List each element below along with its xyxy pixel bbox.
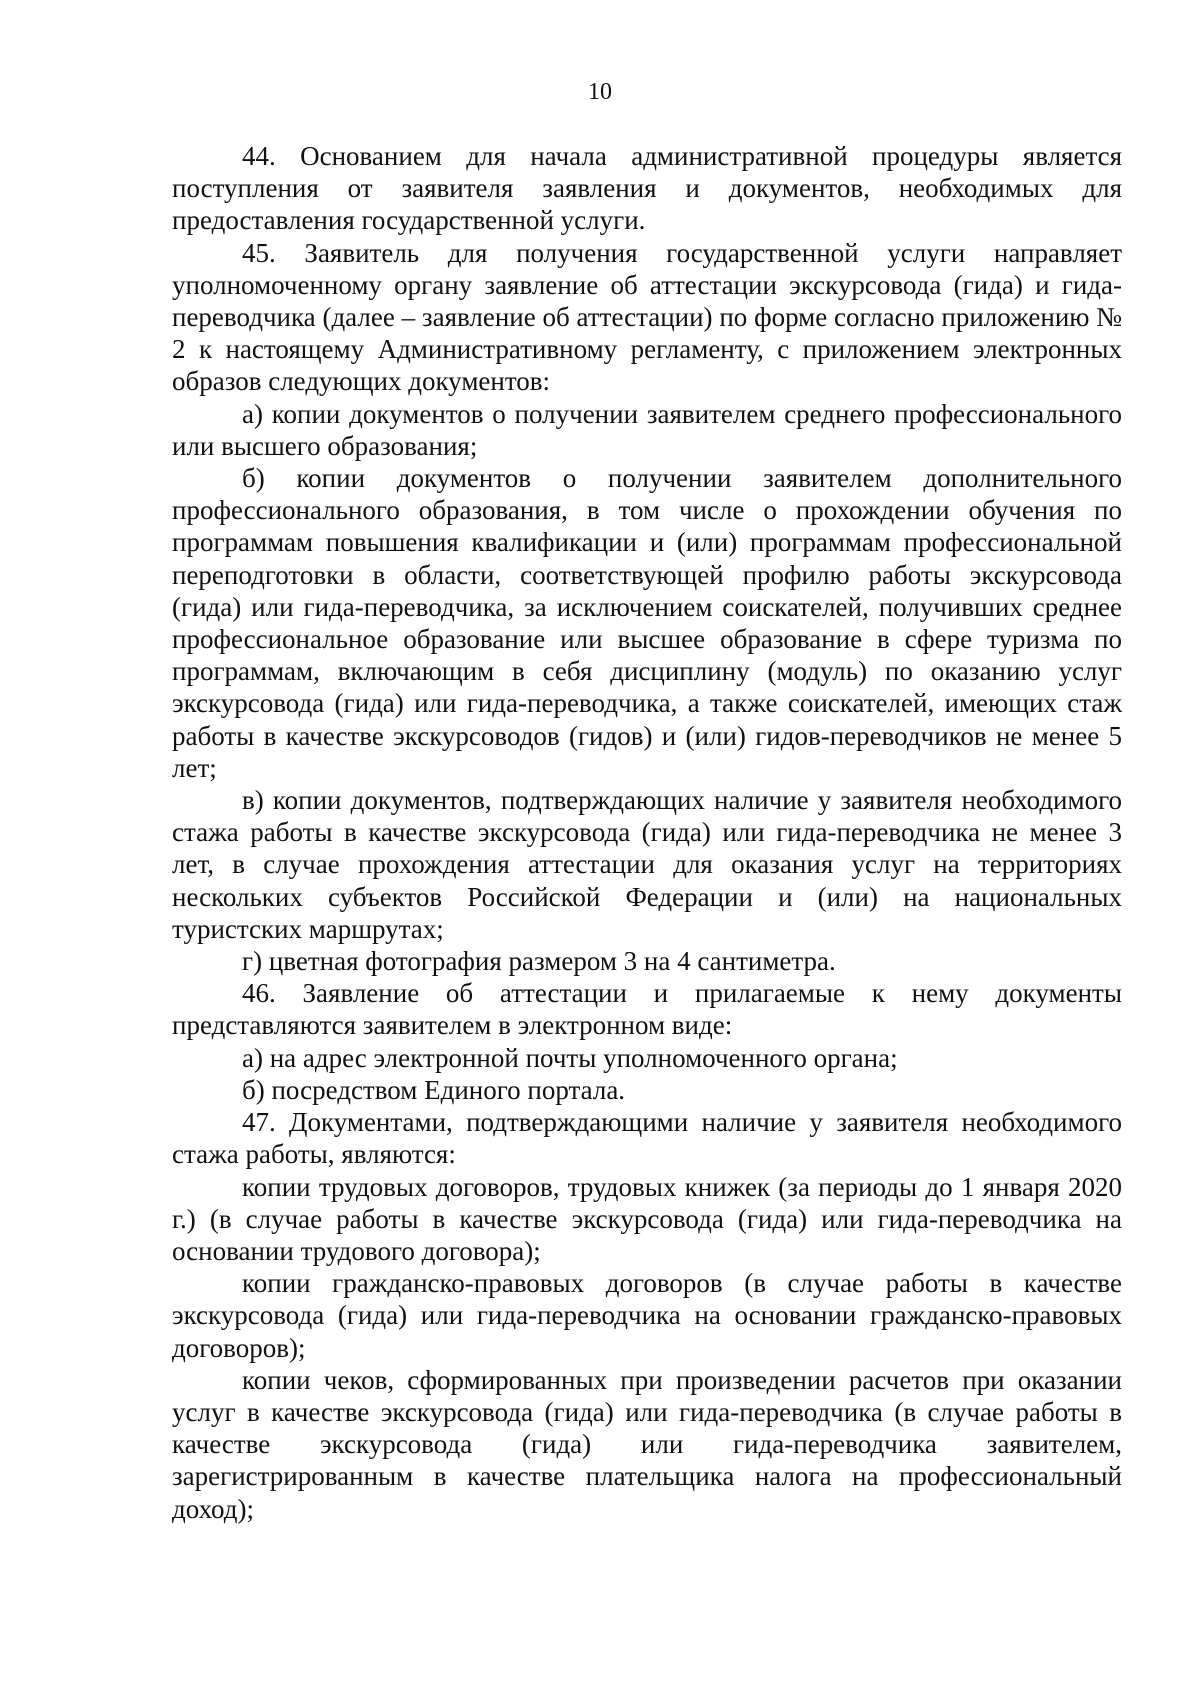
paragraph-44: 44. Основанием для начала административной процедуры является поступления от заявителя заявления и документов, необходимых для предоставления государственной услуги.: [172, 141, 1122, 236]
list-item-47-2: копии гражданско-правовых договоров (в случае работы в качестве экскурсовода (гида) или гида-переводчика на основании гражданско-правовых договоров);: [172, 1268, 1122, 1363]
list-item-45-g: г) цветная фотография размером 3 на 4 сантиметра.: [242, 946, 836, 977]
list-item-45-v: в) копии документов, подтверждающих наличие у заявителя необходимого стажа работы в качестве экскурсовода (гида) или гида-переводчика не менее 3 лет, в случае прохождения аттестации для оказания услуг на территориях нескольких субъектов Российской Федерации и (или) на национальных туристских маршрутах;: [172, 785, 1122, 944]
list-item-46-b: б) посредством Единого портала.: [242, 1074, 626, 1105]
list-item-47-1: копии трудовых договоров, трудовых книжек (за периоды до 1 января 2020 г.) (в случае работы в качестве экскурсовода (гида) или гида-переводчика на основании трудового договора);: [172, 1171, 1122, 1266]
document-body: [172, 140, 1122, 1525]
list-item-47-3: копии чеков, сформированных при произведении расчетов при оказании услуг в качестве экскурсовода (гида) или гида-переводчика (в случае работы в качестве экскурсовода (гида) или гида-переводчика заявителем, зарегистрированным в качестве плательщика налога на профессиональный доход);: [172, 1364, 1122, 1524]
page-number: 10: [588, 79, 612, 105]
list-item-46-a: а) на адрес электронной почты уполномоченного органа;: [242, 1042, 898, 1073]
paragraph-45: 45. Заявитель для получения государственной услуги направляет уполномоченному органу заявление об аттестации экскурсовода (гида) и гида-переводчика (далее – заявление об аттестации) по форме согласно приложению № 2 к настоящему Административному регламенту, с приложением электронных образов следующих документов:: [172, 237, 1122, 397]
paragraph-47: 47. Документами, подтверждающими наличие у заявителя необходимого стажа работы, являются:: [172, 1107, 1122, 1170]
list-item-45-b: б) копии документов о получении заявителем дополнительного профессионального образования, в том числе о прохождении обучения по программам повышения квалификации и (или) программам профессиональной переподготовки в области, соответствующей профилю работы экскурсовода (гида) или гида-переводчика, за исключением соискателей, получивших среднее профессиональное образование или высшее образование в сфере туризма по программам, включающим в себя дисциплину (модуль) по оказанию услуг экскурсовода (гида) или гида-переводчика, а также соискателей, имеющих стаж работы в качестве экскурсоводов (гидов) и (или) гидов-переводчиков не менее 5 лет;: [172, 463, 1122, 783]
list-item-45-a: а) копии документов о получении заявителем среднего профессионального или высшего образования;: [172, 398, 1122, 461]
paragraph-46: 46. Заявление об аттестации и прилагаемые к нему документы представляются заявителем в электронном виде:: [172, 978, 1122, 1041]
